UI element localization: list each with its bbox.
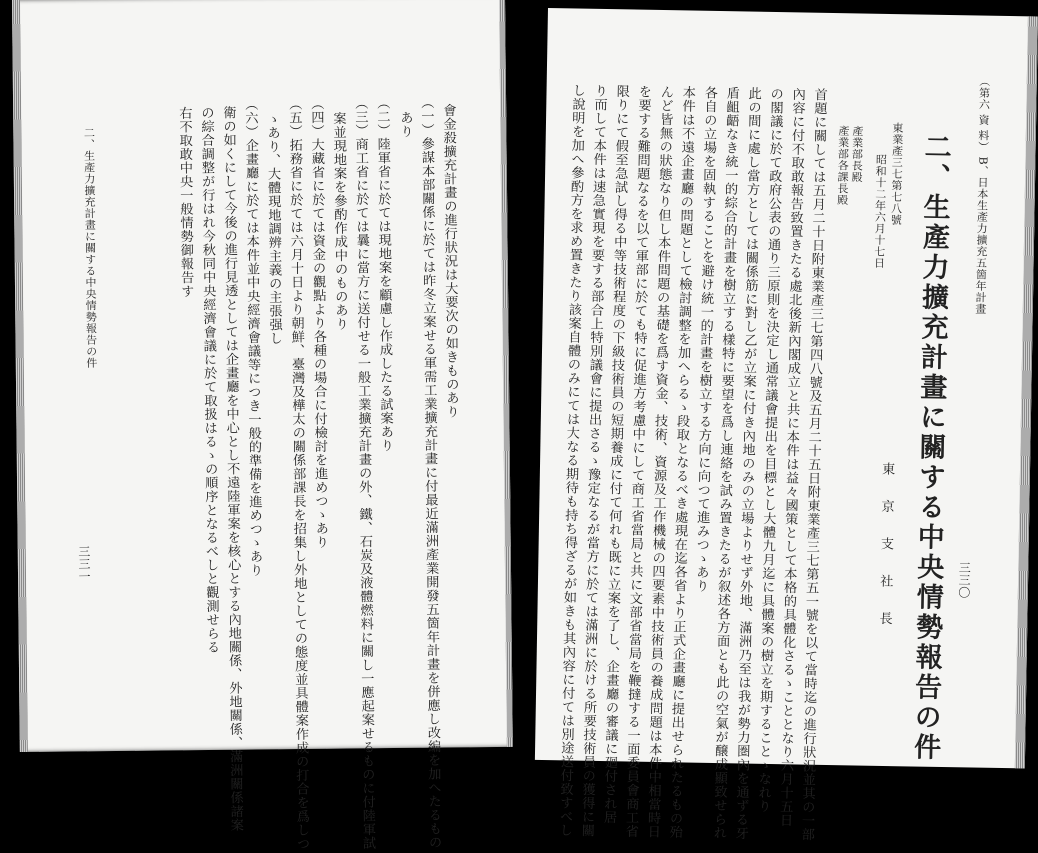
- page-edge: [499, 0, 513, 747]
- running-footer: 二、生產力擴充計畫に關する中央情勢報告の件: [82, 127, 98, 369]
- text-line: の綜合調整が行はれ今秋同中央經濟會議に於て取扱はるゝの順序となるべしと觀測せらる: [198, 105, 220, 655]
- page-number: 三三〇: [956, 561, 972, 599]
- text-line: 各自の立場を固執することを避け統一的計畫を樹立する方向に向つて進みつゝあり: [693, 85, 717, 593]
- text-line: ゝあり、大體現地調辨主義の主張强し: [264, 112, 282, 346]
- page-edge: [1015, 16, 1038, 768]
- text-line: し說明を加へ參酌方を求め置きたり該案自體のみにては大なる期待も持ち得ざるが如きも其內容に付ては別途送付致すべし: [556, 83, 585, 838]
- text-line: あり: [397, 110, 413, 139]
- document-number: 東業產三七第七八號: [889, 122, 905, 226]
- text-line: 內容に付不取敢報告致置きたる處北後新內閣成立と共に本件は益々國策として本格的具體化さるゝこととなり六月十五日: [776, 87, 805, 828]
- text-line: 案並現地案を參酌作成中のものあり: [330, 111, 348, 331]
- text-line: 本件は不遠企畫廳の問題として檢討調整を加へらるゝ段取となるべき處現在迄各省より正式企畫廳に提出せられたるもの殆: [666, 85, 695, 839]
- text-line: を要する難問題なるを以て軍部に於ても特に促進方考慮中にして商工省當局と共に文部省當局を鞭撻する一面委員會商工省: [622, 84, 651, 839]
- text-line: 右不取敢中央一般情勢御報告す: [176, 106, 194, 299]
- text-line: （三）商工省に於ては曩に當方に送付せる一般工業擴充計畫の外、鐵、石炭及液體燃料に關し一應起案せるものに付陸軍試: [352, 96, 376, 850]
- left-page: [12, 0, 513, 851]
- recipient: 產業部各課長殿: [835, 125, 850, 206]
- text-line: んど皆無の狀態なり但し本件問題の基礎を爲す資金、技術、資源及工作機械の四要素中技術員の養成問題は本件中相當時日: [644, 84, 673, 839]
- text-line: 此の間に處し當方としては關係筋に對し乙が立案に付き內地のみの立場よりせず外地、滿洲乃至は我が勢力圏內を通ずる牙: [732, 86, 761, 841]
- document-title: 二、生產力擴充計畫に關する中央情勢報告の件: [908, 132, 951, 763]
- sender: 東 京 支 社 長: [876, 461, 895, 635]
- text-line: （四）大藏省に於ては資金の觀點より各種の場合に付檢討を進めつゝあり: [308, 96, 328, 549]
- text-line: の閣議に於て政府公表の通り三原則を決定し通常議會提出を目標とし大體九月迄に具體案の樹立を期することゝなれり: [755, 86, 783, 814]
- right-page: [535, 8, 1038, 842]
- page-edge: [12, 0, 28, 752]
- text-line: 衛の如くにして今後の進行見透としては企畫廳を中心とし不遠陸軍案を核心とする內地關係、外地關係、滿洲關係諸案: [220, 105, 243, 832]
- text-line: り而して本件は速急實現を要する部合上特別議會に提出さるゝ豫定なるが當方に於ては滿洲に於ける所要技術員の獲得に關: [578, 83, 607, 838]
- text-line: 限りにて假至急試し得る中等技術程度の下級技術員の短期養成に付て何れも既に立案を了し、企畫廳の審議に廻付され居: [600, 84, 629, 825]
- text-line: （六）企畫廳に於ては本件並中央經濟會議等につき一般的準備を進めつゝあり: [242, 97, 263, 578]
- text-line: 首題に關しては五月二十日附東業產三七第四八號及五月二十五日附東業產三七第五一號を以て當時迄の進行狀況並其の一部: [798, 87, 827, 842]
- text-line: （五）拓務省に於ては六月十日より朝鮮、臺灣及樺太の關係部課長を招集し外地としての態度並具體案作成の打合を爲しつ: [286, 96, 310, 851]
- text-line: 盾齟齬なき統一的綜合的計畫を樹立する樣特に要望を爲し連絡を試み置きたるが叙述各方面とも此の空氣が醸成顯致せられ: [710, 86, 739, 840]
- recipient: 產業部長殿: [849, 125, 864, 184]
- text-line: （二）陸軍省に於ては現地案を顧慮し作成したる試案あり: [374, 96, 393, 453]
- document-date: 昭和十二年六月十七日: [872, 153, 888, 269]
- running-header: （第六 資 料） B、日本生產力擴充五箇年計畫: [973, 75, 991, 315]
- text-line: 會金殺擴充計畫の進行狀況は大要次の如きものあり: [440, 103, 459, 419]
- page-number: 三三一: [76, 545, 92, 583]
- text-line: （一）參謀本部關係に於ては昨冬立案せる軍需工業擴充計畫に付最近滿洲產業開發五箇年計畫を併應し改編を加へたるもの: [418, 95, 442, 850]
